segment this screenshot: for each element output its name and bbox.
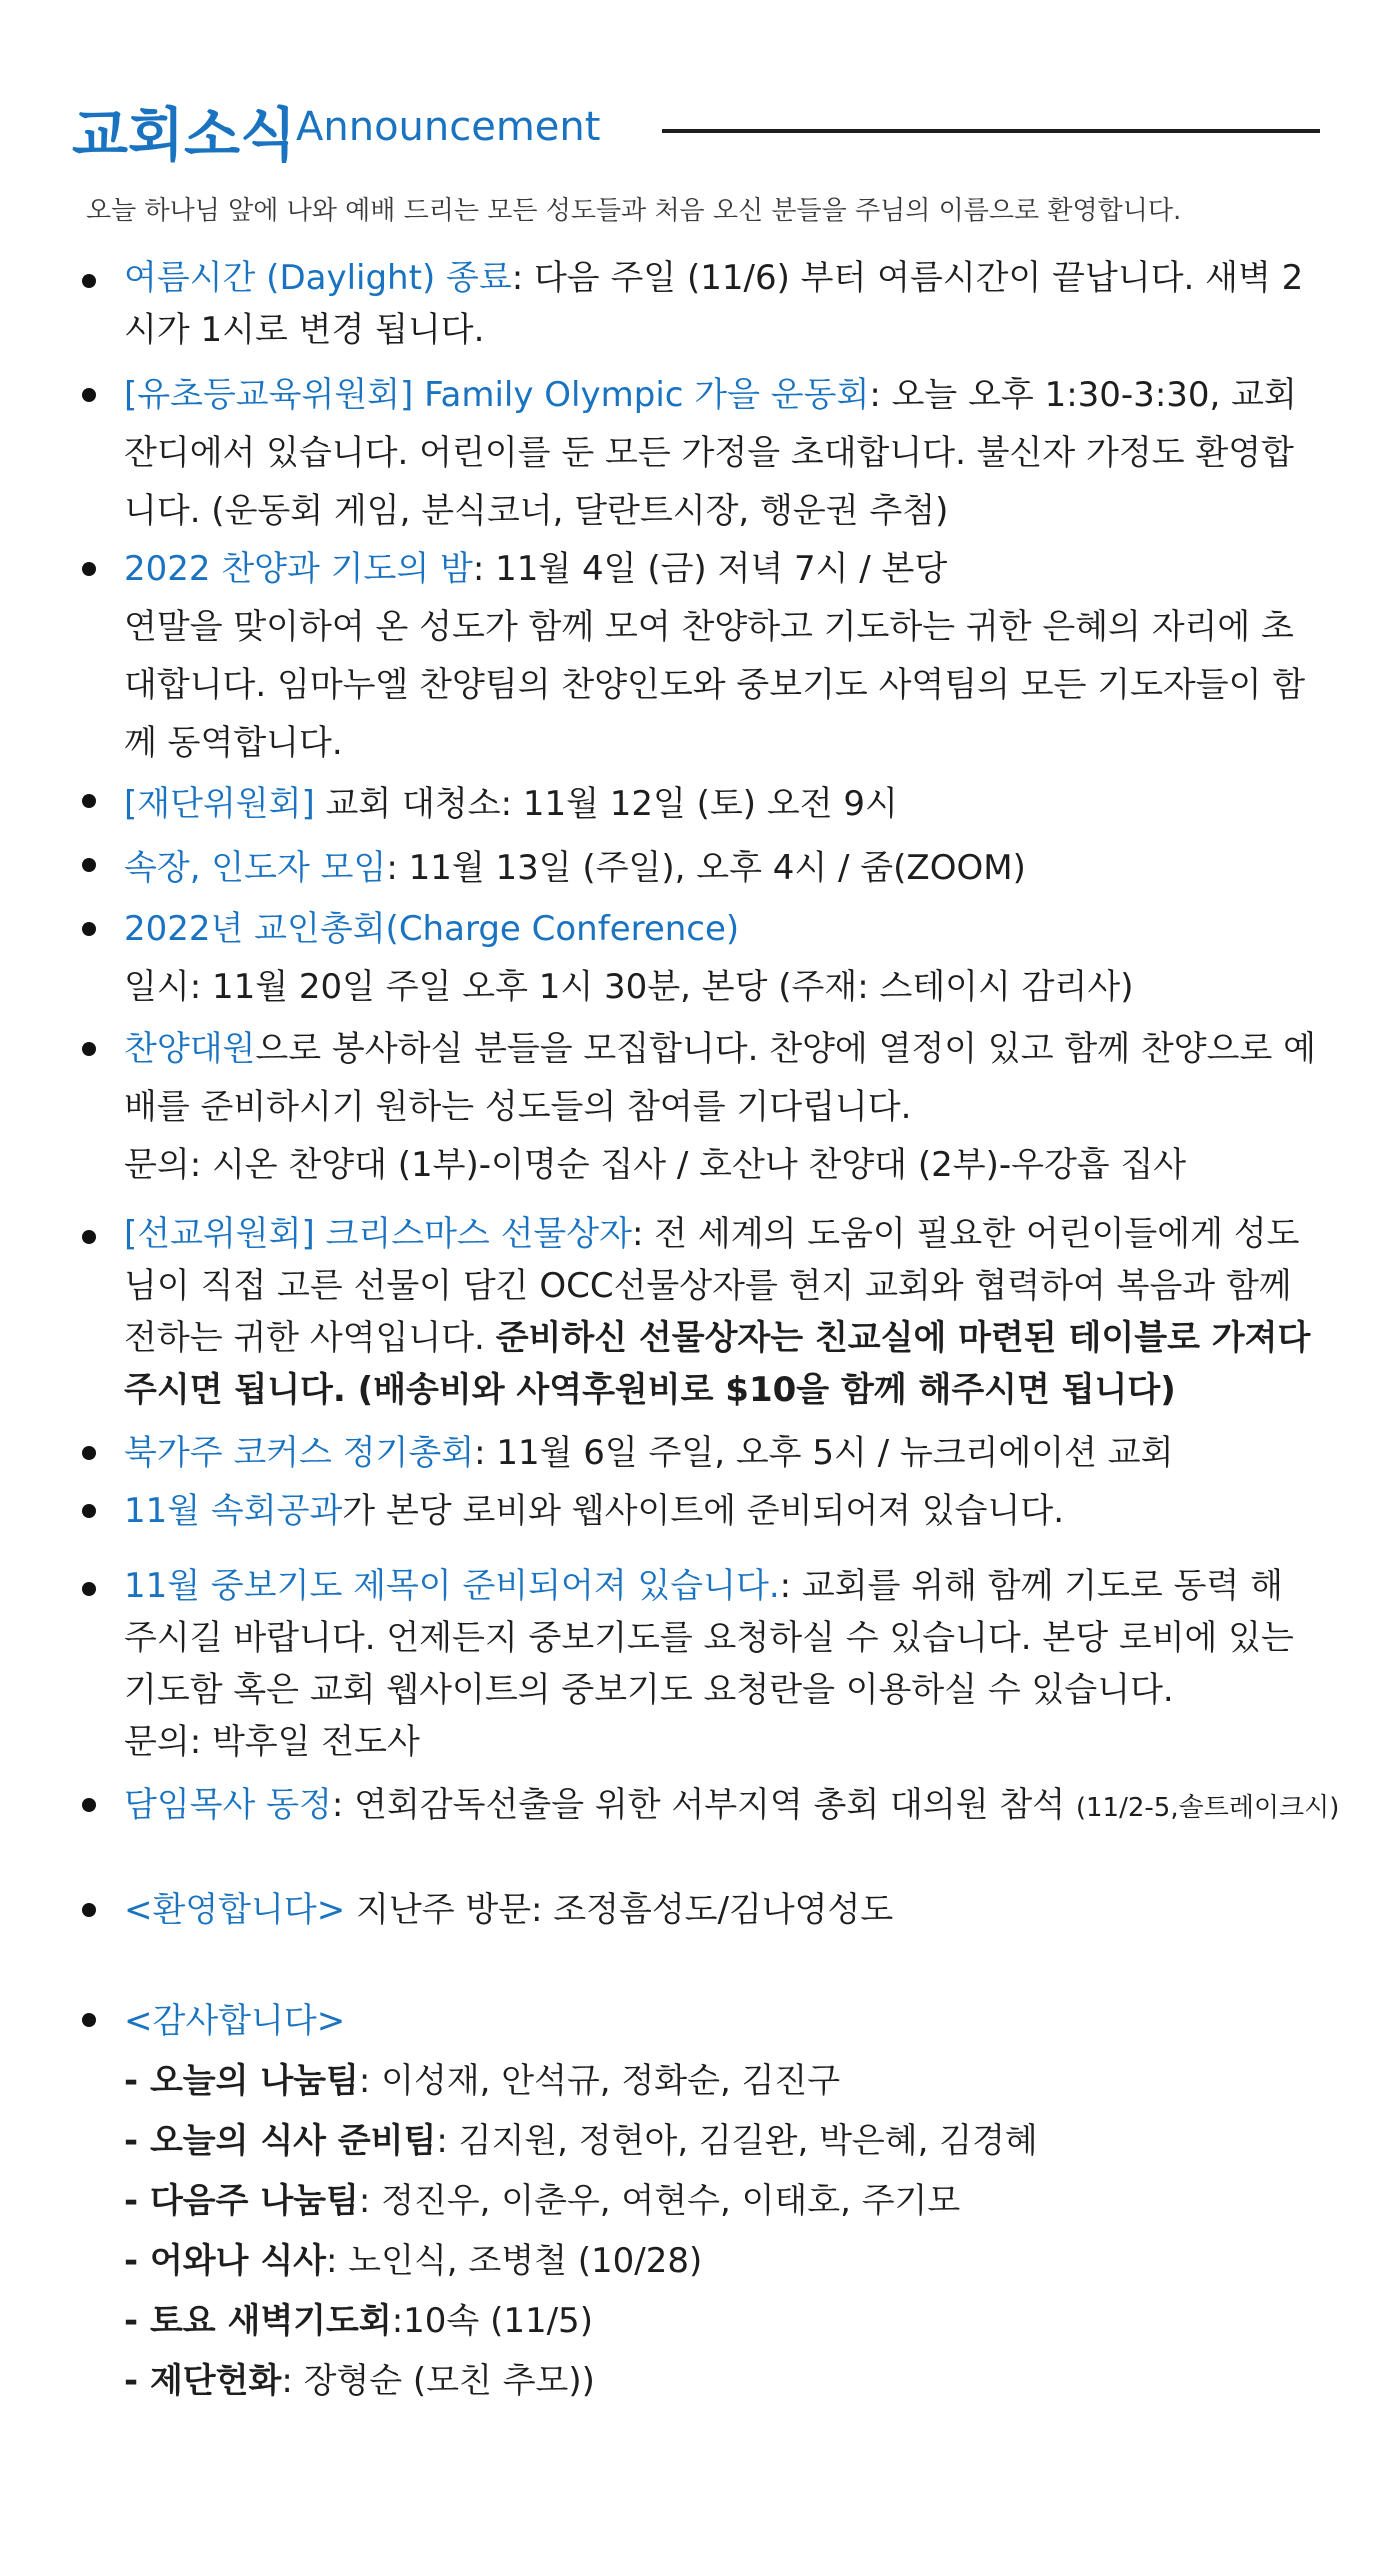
item-text: : 전 세계의 도움이 필요한 어린이들에게 성도님이 직접 고른 선물이 담긴 OCC선물상자를 현지 교회와 협력하여 복음과 함께 전하는 귀한 사역입니다. — [124, 1214, 1300, 1358]
list-item — [80, 836, 1320, 900]
item-bold-text: 준비하신 선물상자는 친교실에 마련된 테이블로 가져다 주시면 됩니다. (배송비와 사역후원비로 $10을 함께 해주시면 됩니다) — [124, 1318, 1311, 1410]
list-item — [80, 1991, 1320, 2411]
item-label: <감사합니다> — [124, 2001, 346, 2041]
item-text: : 연회감독선출을 위한 서부지역 총회 대의원 참석 — [331, 1785, 1066, 1825]
item-label: 2022년 교인총회(Charge Conference) — [124, 909, 740, 949]
thanks-row-label: - 다음주 나눔팀 — [124, 2181, 359, 2221]
item-text: 교회 대청소: 11월 12일 (토) 오전 9시 — [314, 784, 898, 824]
item-text: 지난주 방문: 조정흠성도/김나영성도 — [345, 1890, 894, 1930]
item-text: : 11월 13일 (주일), 오후 4시 / 줌(ZOOM) — [386, 848, 1026, 888]
list-item — [80, 366, 1320, 540]
item-contact: 문의: 박후일 전도사 — [124, 1722, 420, 1762]
thanks-row-label: - 오늘의 나눔팀 — [124, 2061, 359, 2101]
item-label: [재단위원회] — [124, 784, 315, 824]
item-text: 가 본당 로비와 웹사이트에 준비되어져 있습니다. — [342, 1491, 1065, 1531]
thanks-row-text: : 이성재, 안석규, 정화순, 김진구 — [358, 2061, 841, 2101]
item-label: 속장, 인도자 모임 — [124, 848, 387, 888]
list-item — [80, 1208, 1320, 1416]
item-contact: 문의: 시온 찬양대 (1부)-이명순 집사 / 호산나 찬양대 (2부)-우강흡 집사 — [124, 1145, 1187, 1185]
page-title: 교회소식 — [72, 101, 297, 169]
thanks-row-text: : 노인식, 조병철 (10/28) — [326, 2241, 703, 2281]
item-text: : 오늘 오후 1:30-3:30, 교회 잔디에서 있습니다. 어린이를 둔 모든 가정을 초대합니다. 불신자 가정도 환영합니다. (운동회 게임, 분식코너, 달란트시장, 행운권 추첨) — [124, 375, 1297, 531]
item-text: : 11월 6일 주일, 오후 5시 / 뉴크리에이션 교회 — [474, 1433, 1174, 1473]
item-text: 일시: 11월 20일 주일 오후 1시 30분, 본당 (주재: 스테이시 감리사) — [124, 967, 1134, 1007]
list-item — [80, 252, 1320, 356]
item-label: 담임목사 동정 — [124, 1785, 332, 1825]
header — [72, 88, 1322, 168]
item-label: 11월 속회공과 — [124, 1491, 343, 1531]
title-divider — [662, 129, 1320, 133]
item-text: : 11월 4일 (금) 저녁 7시 / 본당 — [472, 549, 948, 589]
item-text: 으로 봉사하실 분들을 모집합니다. 찬양에 열정이 있고 함께 찬양으로 예배를 준비하시기 원하는 성도들의 참여를 기다립니다. — [124, 1029, 1316, 1127]
list-item — [80, 1020, 1320, 1194]
thanks-row-label: - 어와나 식사 — [124, 2241, 327, 2281]
list-item — [80, 1424, 1320, 1482]
intro-text: 오늘 하나님 앞에 나와 예배 드리는 모든 성도들과 처음 오신 분들을 주님의 이름으로 환영합니다. — [86, 196, 1182, 226]
list-item — [80, 1560, 1320, 1768]
list-item — [80, 1776, 1340, 1837]
list-item — [80, 1881, 1320, 1939]
item-label: 11월 중보기도 제목이 준비되어져 있습니다. — [124, 1566, 780, 1606]
item-label: <환영합니다> — [124, 1890, 346, 1930]
item-text: : 교회를 위해 함께 기도로 동력 해 주시길 바랍니다. 언제든지 중보기도를 요청하실 수 있습니다. 본당 로비에 있는 기도함 혹은 교회 웹사이트의 중보기도 요청란을 이용하실 수 있습니다. — [124, 1566, 1294, 1710]
item-label: 여름시간 (Daylight) 종료 — [124, 258, 512, 298]
item-label: 찬양대원 — [124, 1029, 256, 1069]
item-text: 연말을 맞이하여 온 성도가 함께 모여 찬양하고 기도하는 귀한 은혜의 자리에 초대합니다. 임마누엘 찬양팀의 찬양인도와 중보기도 사역팀의 모든 기도자들이 함께 동역합니다. — [124, 607, 1306, 763]
list-item — [80, 772, 1320, 836]
page-subtitle: Announcement — [296, 104, 601, 150]
thanks-row-label: - 제단헌화 — [124, 2361, 282, 2401]
item-label: [유초등교육위원회] Family Olympic 가을 운동회 — [124, 375, 870, 415]
list-item — [80, 900, 1320, 1016]
thanks-row-label: - 토요 새벽기도회 — [124, 2301, 392, 2341]
thanks-row-text: : 정진우, 이춘우, 여현수, 이태호, 주기모 — [358, 2181, 961, 2221]
list-item — [80, 1482, 1320, 1540]
item-label: 북가주 코커스 정기총회 — [124, 1433, 475, 1473]
item-text: : 다음 주일 (11/6) 부터 여름시간이 끝납니다. 새벽 2시가 1시로 변경 됩니다. — [124, 258, 1304, 350]
list-item — [80, 540, 1320, 772]
item-note: (11/2-5,솔트레이크시) — [1075, 1793, 1340, 1823]
item-label: [선교위원회] 크리스마스 선물상자 — [124, 1214, 632, 1254]
thanks-row-text: : 김지원, 정현아, 김길완, 박은혜, 김경혜 — [436, 2121, 1038, 2161]
announcement-list — [80, 252, 1340, 2411]
item-label: 2022 찬양과 기도의 밤 — [124, 549, 473, 589]
thanks-row-text: : 장형순 (모친 추모)) — [281, 2361, 595, 2401]
thanks-row-label: - 오늘의 식사 준비팀 — [124, 2121, 437, 2161]
thanks-row-text: :10속 (11/5) — [391, 2301, 593, 2341]
